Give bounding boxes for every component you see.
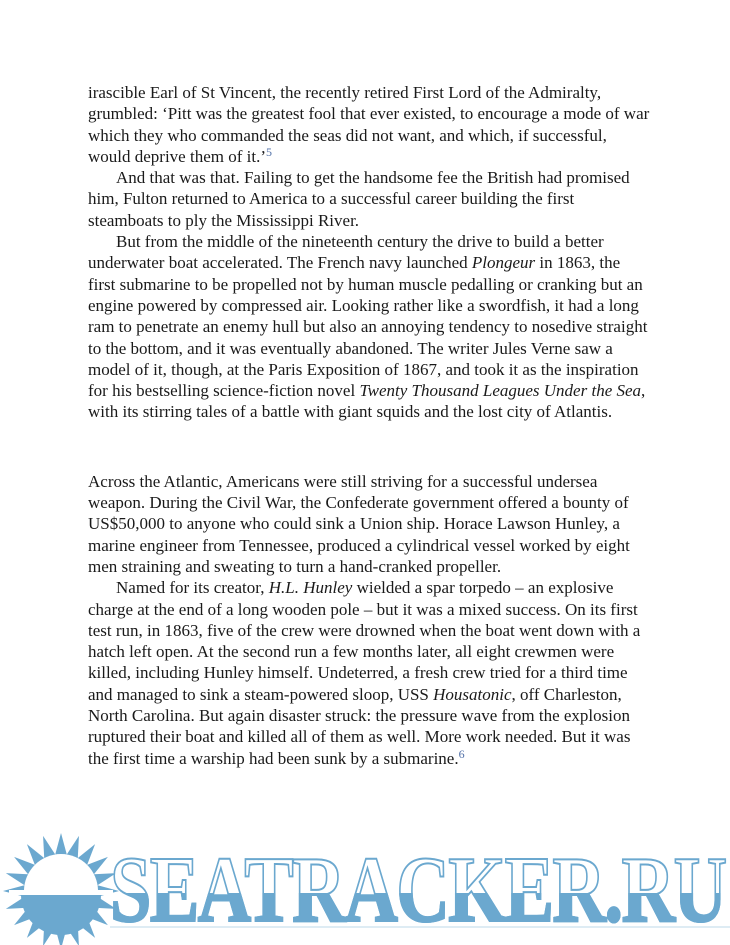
- italic-text: H.L. Hunley: [268, 578, 353, 598]
- paragraph: [88, 231, 650, 423]
- text-run: Across the Atlantic, Americans were still striving for a successful undersea weapon. During the Civil War, the Confederate government offered a bounty of US$50,000 to anyone who could sink a Union ship. Horace Lawson Hunley, a marine engineer from Tennessee, produced a cylindrical vessel worked by eight men straining and sweating to turn a hand-cranked propeller.: [88, 471, 630, 576]
- watermark-baseline: [110, 926, 730, 928]
- text-run: And that was that. Failing to get the handsome fee the British had promised him, Fulton returned to America to a successful career building the first steamboats to ply the Mississippi River.: [88, 168, 630, 230]
- text-run: in 1863, the first submarine to be propelled not by human muscle pedalling or cranking but an engine powered by compressed air. Looking rather like a swordfish, it had a long ram to penetrate an enemy hull but also an annoying tendency to nosedive straight to the bottom, and it was eventually abandoned. The writer Jules Verne saw a model of it, though, at the Paris Exposition of 1867, and took it as the inspiration for his bestselling science-fiction novel: [88, 253, 648, 401]
- text-column: [88, 82, 650, 769]
- italic-text: Twenty Thousand Leagues Under the Sea: [359, 381, 642, 401]
- italic-text: Housatonic: [433, 684, 512, 704]
- footnote-ref[interactable]: 6: [458, 746, 465, 761]
- text-run: , with its stirring tales of a battle with giant squids and the lost city of Atlantis.: [88, 381, 646, 422]
- sun-icon: [0, 829, 123, 945]
- watermark-text: SEATRACKER.RU: [110, 838, 726, 942]
- text-run: , off Charleston, North Carolina. But again disaster struck: the pressure wave from the explosion ruptured their boat and killed all of them as well. More work needed. But it was the first time a warship had been sunk by a submarine.: [88, 684, 631, 768]
- paragraph: [88, 167, 650, 231]
- paragraph: [88, 471, 650, 577]
- paragraph: [88, 577, 650, 769]
- footnote-ref[interactable]: 5: [266, 144, 272, 159]
- italic-text: Plongeur: [471, 253, 536, 273]
- text-run: irascible Earl of St Vincent, the recently retired First Lord of the Admiralty, grumbled: ‘Pitt was the greatest fool that ever existed, to encourage a mode of war which they who commanded the seas did not want, and which, if successful, would deprive them of it.’: [88, 83, 650, 166]
- text-run: wielded a spar torpedo – an explosive charge at the end of a long wooden pole – but it was a mixed success. On its first test run, in 1863, five of the crew were drowned when the boat went down with a hatch left open. At the second run a few months later, all eight crewmen were killed, including Hunley himself. Undeterred, a fresh crew tried for a third time and managed to sink a steam-powered sloop, USS: [88, 578, 641, 704]
- text-run: But from the middle of the nineteenth century the drive to build a better underwater boat accelerated. The French navy launched: [88, 232, 604, 273]
- text-run: Named for its creator,: [116, 578, 269, 598]
- paragraph: [88, 82, 650, 167]
